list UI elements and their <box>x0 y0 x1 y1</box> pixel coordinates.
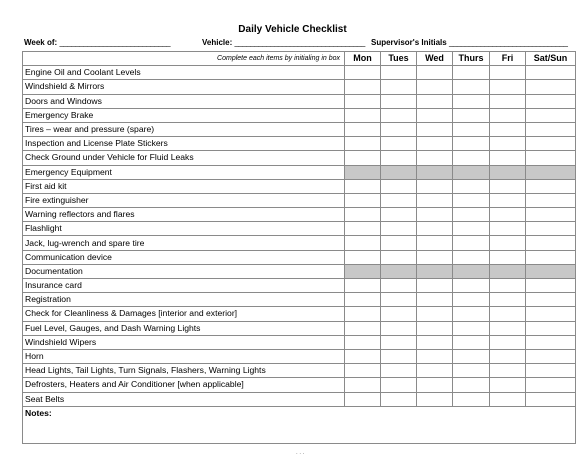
initial-box[interactable] <box>345 108 381 122</box>
initial-box[interactable] <box>417 307 453 321</box>
day-header-fri: Fri <box>490 52 526 66</box>
section-label: Emergency Equipment <box>23 165 345 179</box>
initial-box[interactable] <box>345 392 381 406</box>
initial-box[interactable] <box>490 236 526 250</box>
initial-box[interactable] <box>345 122 381 136</box>
initial-box[interactable] <box>453 80 490 94</box>
item-label: Engine Oil and Coolant Levels <box>23 66 345 80</box>
initial-box[interactable] <box>490 193 526 207</box>
initial-box[interactable] <box>490 208 526 222</box>
initial-box[interactable] <box>453 349 490 363</box>
shaded-cell <box>345 165 381 179</box>
page-marker: . . . <box>296 450 305 456</box>
shaded-cell <box>453 165 490 179</box>
initial-box[interactable] <box>453 378 490 392</box>
shaded-cell <box>381 264 417 278</box>
initial-box[interactable] <box>417 151 453 165</box>
notes-label: Notes: <box>25 407 52 418</box>
table-row <box>23 222 576 236</box>
week-of-label: Week of: <box>24 38 58 47</box>
item-label: Registration <box>23 293 345 307</box>
initial-box[interactable] <box>345 151 381 165</box>
notes-box[interactable] <box>23 406 576 443</box>
initial-box[interactable] <box>417 364 453 378</box>
initial-box[interactable] <box>381 179 417 193</box>
day-header-thurs: Thurs <box>453 52 490 66</box>
initial-box[interactable] <box>381 321 417 335</box>
initial-box[interactable] <box>381 378 417 392</box>
initial-box[interactable] <box>417 222 453 236</box>
supervisor-initials-line: ______________________________ <box>448 38 568 47</box>
item-label: Head Lights, Tail Lights, Turn Signals, Flashers, Warning Lights <box>23 364 345 378</box>
item-label: Emergency Brake <box>23 108 345 122</box>
notes-row <box>23 406 576 443</box>
initial-box[interactable] <box>381 94 417 108</box>
initial-box[interactable] <box>453 293 490 307</box>
item-label: Check Ground under Vehicle for Fluid Leaks <box>23 151 345 165</box>
initial-box[interactable] <box>490 137 526 151</box>
table-row <box>23 179 576 193</box>
initial-box[interactable] <box>381 108 417 122</box>
initial-box[interactable] <box>381 250 417 264</box>
initial-box[interactable] <box>381 208 417 222</box>
initial-box[interactable] <box>453 137 490 151</box>
initial-box[interactable] <box>453 335 490 349</box>
vehicle-label: Vehicle: <box>202 38 233 47</box>
initial-box[interactable] <box>490 392 526 406</box>
item-label: Windshield Wipers <box>23 335 345 349</box>
vehicle-line: _________________________________ <box>234 38 365 47</box>
initial-box[interactable] <box>453 364 490 378</box>
instruction-text: Complete each items by initialing in box <box>23 52 345 66</box>
initial-box[interactable] <box>417 108 453 122</box>
week-of-line: ____________________________ <box>59 38 171 47</box>
initial-box[interactable] <box>381 335 417 349</box>
table-row <box>23 236 576 250</box>
shaded-cell <box>490 165 526 179</box>
item-label: Check for Cleanliness & Damages [interior and exterior] <box>23 307 345 321</box>
initial-box[interactable] <box>526 122 576 136</box>
initial-box[interactable] <box>345 307 381 321</box>
initial-box[interactable] <box>526 378 576 392</box>
initial-box[interactable] <box>417 122 453 136</box>
initial-box[interactable] <box>490 222 526 236</box>
table-row <box>23 349 576 363</box>
shaded-cell <box>417 165 453 179</box>
item-label: Fuel Level, Gauges, and Dash Warning Lights <box>23 321 345 335</box>
table-row <box>23 66 576 80</box>
table-row <box>23 108 576 122</box>
item-label: Seat Belts <box>23 392 345 406</box>
page-title: Daily Vehicle Checklist <box>238 24 347 35</box>
initial-box[interactable] <box>381 137 417 151</box>
initial-box[interactable] <box>490 279 526 293</box>
item-label: Horn <box>23 349 345 363</box>
initial-box[interactable] <box>526 208 576 222</box>
initial-box[interactable] <box>417 335 453 349</box>
initial-box[interactable] <box>526 321 576 335</box>
initial-box[interactable] <box>345 349 381 363</box>
initial-box[interactable] <box>453 321 490 335</box>
initial-box[interactable] <box>526 335 576 349</box>
initial-box[interactable] <box>490 307 526 321</box>
initial-box[interactable] <box>526 94 576 108</box>
initial-box[interactable] <box>381 66 417 80</box>
table-row <box>23 335 576 349</box>
initial-box[interactable] <box>453 236 490 250</box>
header-fields <box>24 38 574 50</box>
table-row <box>23 364 576 378</box>
initial-box[interactable] <box>417 279 453 293</box>
initial-box[interactable] <box>381 151 417 165</box>
table-row <box>23 80 576 94</box>
initial-box[interactable] <box>453 250 490 264</box>
initial-box[interactable] <box>453 279 490 293</box>
initial-box[interactable] <box>526 137 576 151</box>
initial-box[interactable] <box>417 80 453 94</box>
table-header-row <box>23 52 576 66</box>
initial-box[interactable] <box>490 335 526 349</box>
table-row <box>23 94 576 108</box>
initial-box[interactable] <box>381 236 417 250</box>
initial-box[interactable] <box>345 208 381 222</box>
initial-box[interactable] <box>417 193 453 207</box>
item-label: Jack, lug-wrench and spare tire <box>23 236 345 250</box>
initial-box[interactable] <box>453 108 490 122</box>
initial-box[interactable] <box>345 250 381 264</box>
initial-box[interactable] <box>417 208 453 222</box>
initial-box[interactable] <box>345 236 381 250</box>
initial-box[interactable] <box>526 307 576 321</box>
initial-box[interactable] <box>490 80 526 94</box>
week-of-field[interactable] <box>24 38 170 47</box>
initial-box[interactable] <box>453 222 490 236</box>
initial-box[interactable] <box>345 321 381 335</box>
item-label: Doors and Windows <box>23 94 345 108</box>
initial-box[interactable] <box>526 222 576 236</box>
item-label: Defrosters, Heaters and Air Conditioner [when applicable] <box>23 378 345 392</box>
shaded-cell <box>490 264 526 278</box>
day-header-tues: Tues <box>381 52 417 66</box>
initial-box[interactable] <box>345 335 381 349</box>
initial-box[interactable] <box>345 80 381 94</box>
initial-box[interactable] <box>526 392 576 406</box>
table-row <box>23 378 576 392</box>
initial-box[interactable] <box>417 179 453 193</box>
initial-box[interactable] <box>417 250 453 264</box>
table-row <box>23 151 576 165</box>
initial-box[interactable] <box>453 193 490 207</box>
initial-box[interactable] <box>490 293 526 307</box>
shaded-cell <box>381 165 417 179</box>
initial-box[interactable] <box>345 364 381 378</box>
initial-box[interactable] <box>417 137 453 151</box>
table-row <box>23 122 576 136</box>
initial-box[interactable] <box>526 279 576 293</box>
initial-box[interactable] <box>490 151 526 165</box>
section-row <box>23 165 576 179</box>
initial-box[interactable] <box>381 392 417 406</box>
shaded-cell <box>453 264 490 278</box>
day-header-satsun: Sat/Sun <box>526 52 576 66</box>
item-label: Communication device <box>23 250 345 264</box>
table-row <box>23 307 576 321</box>
initial-box[interactable] <box>490 122 526 136</box>
initial-box[interactable] <box>381 279 417 293</box>
initial-box[interactable] <box>381 307 417 321</box>
initial-box[interactable] <box>453 94 490 108</box>
initial-box[interactable] <box>381 193 417 207</box>
initial-box[interactable] <box>345 137 381 151</box>
item-label: Insurance card <box>23 279 345 293</box>
initial-box[interactable] <box>345 179 381 193</box>
table-row <box>23 293 576 307</box>
initial-box[interactable] <box>345 94 381 108</box>
section-row <box>23 264 576 278</box>
table-row <box>23 193 576 207</box>
initial-box[interactable] <box>453 179 490 193</box>
initial-box[interactable] <box>526 108 576 122</box>
initial-box[interactable] <box>490 349 526 363</box>
item-label: Inspection and License Plate Stickers <box>23 137 345 151</box>
table-row <box>23 279 576 293</box>
item-label: First aid kit <box>23 179 345 193</box>
initial-box[interactable] <box>453 392 490 406</box>
initial-box[interactable] <box>526 364 576 378</box>
initial-box[interactable] <box>490 108 526 122</box>
initial-box[interactable] <box>490 378 526 392</box>
initial-box[interactable] <box>381 293 417 307</box>
initial-box[interactable] <box>490 250 526 264</box>
initial-box[interactable] <box>417 66 453 80</box>
shaded-cell <box>526 165 576 179</box>
section-label: Documentation <box>23 264 345 278</box>
item-label: Fire extinguisher <box>23 193 345 207</box>
initial-box[interactable] <box>417 349 453 363</box>
initial-box[interactable] <box>453 66 490 80</box>
initial-box[interactable] <box>453 307 490 321</box>
initial-box[interactable] <box>526 250 576 264</box>
day-header-mon: Mon <box>345 52 381 66</box>
shaded-cell <box>345 264 381 278</box>
initial-box[interactable] <box>381 349 417 363</box>
initial-box[interactable] <box>345 193 381 207</box>
day-header-wed: Wed <box>417 52 453 66</box>
initial-box[interactable] <box>453 122 490 136</box>
initial-box[interactable] <box>490 321 526 335</box>
initial-box[interactable] <box>453 208 490 222</box>
initial-box[interactable] <box>526 151 576 165</box>
initial-box[interactable] <box>345 378 381 392</box>
supervisor-initials-field[interactable] <box>371 38 567 47</box>
initial-box[interactable] <box>526 66 576 80</box>
initial-box[interactable] <box>453 151 490 165</box>
shaded-cell <box>526 264 576 278</box>
initial-box[interactable] <box>526 179 576 193</box>
initial-box[interactable] <box>417 94 453 108</box>
table-row <box>23 250 576 264</box>
initial-box[interactable] <box>417 293 453 307</box>
table-row <box>23 392 576 406</box>
table-row <box>23 208 576 222</box>
initial-box[interactable] <box>417 378 453 392</box>
initial-box[interactable] <box>490 179 526 193</box>
initial-box[interactable] <box>381 222 417 236</box>
initial-box[interactable] <box>381 364 417 378</box>
initial-box[interactable] <box>490 94 526 108</box>
initial-box[interactable] <box>345 279 381 293</box>
supervisor-initials-label: Supervisor's Initials <box>371 38 447 47</box>
initial-box[interactable] <box>417 236 453 250</box>
item-label: Flashlight <box>23 222 345 236</box>
checklist-table <box>22 51 576 444</box>
table-row <box>23 321 576 335</box>
initial-box[interactable] <box>345 293 381 307</box>
initial-box[interactable] <box>345 66 381 80</box>
item-label: Tires – wear and pressure (spare) <box>23 122 345 136</box>
table-row <box>23 137 576 151</box>
initial-box[interactable] <box>417 392 453 406</box>
initial-box[interactable] <box>490 66 526 80</box>
initial-box[interactable] <box>381 80 417 94</box>
initial-box[interactable] <box>526 293 576 307</box>
vehicle-field[interactable] <box>202 38 365 47</box>
item-label: Warning reflectors and flares <box>23 208 345 222</box>
initial-box[interactable] <box>417 321 453 335</box>
item-label: Windshield & Mirrors <box>23 80 345 94</box>
shaded-cell <box>417 264 453 278</box>
initial-box[interactable] <box>526 236 576 250</box>
initial-box[interactable] <box>526 80 576 94</box>
initial-box[interactable] <box>381 122 417 136</box>
initial-box[interactable] <box>490 364 526 378</box>
initial-box[interactable] <box>345 222 381 236</box>
initial-box[interactable] <box>526 349 576 363</box>
initial-box[interactable] <box>526 193 576 207</box>
